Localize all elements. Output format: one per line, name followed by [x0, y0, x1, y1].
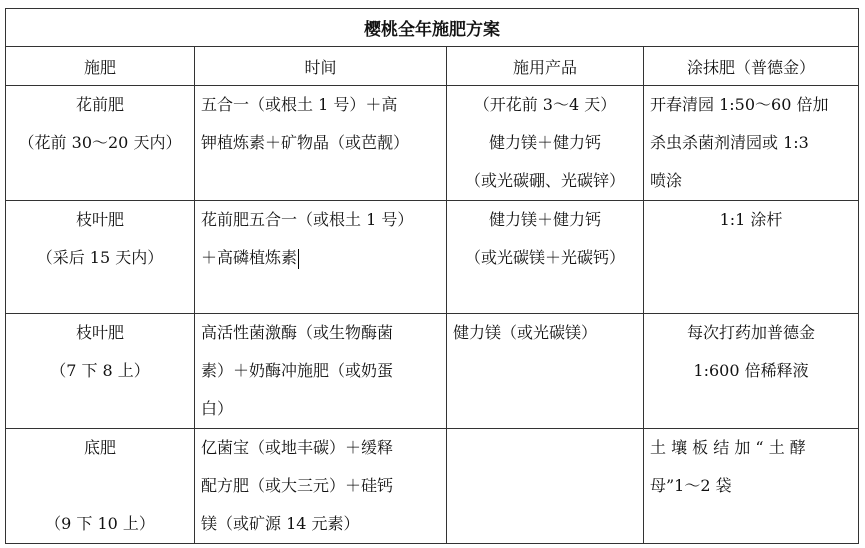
- stage-name: 枝叶肥: [75, 210, 124, 229]
- time-line-text: ＋高磷植炼素: [201, 248, 298, 267]
- cell-products-empty: [447, 429, 644, 544]
- smear-line: 喷涂: [650, 171, 683, 190]
- spacer: [6, 467, 194, 505]
- cell-stage: [6, 314, 195, 429]
- time-line: 钾植炼素＋矿物晶（或芭靓）: [201, 133, 410, 152]
- smear-line: 开春清园 1:50～60 倍加: [650, 95, 829, 114]
- cell-stage: [6, 429, 195, 544]
- table-row: [6, 314, 859, 429]
- cell-products: [447, 86, 644, 201]
- stage-name: 枝叶肥: [75, 323, 124, 342]
- cell-products: [447, 314, 644, 429]
- time-line: 素）＋奶酶冲施肥（或奶蛋: [201, 361, 394, 380]
- product-line: （开花前 3～4 天）: [473, 95, 617, 114]
- text-cursor: [298, 249, 299, 269]
- cell-stage: [6, 201, 195, 314]
- time-line-with-cursor[interactable]: [195, 239, 446, 277]
- table-row: [6, 86, 859, 201]
- cell-smear: [644, 314, 859, 429]
- cell-smear: [644, 429, 859, 544]
- time-line: 亿菌宝（或地丰碳）＋缓释: [201, 438, 394, 457]
- smear-line: 1:600 倍稀释液: [693, 361, 809, 380]
- header-time: 时间: [195, 47, 447, 86]
- time-line: 配方肥（或大三元）＋硅钙: [201, 476, 394, 495]
- stage-timing: （7 下 8 上）: [50, 361, 150, 380]
- smear-line: 土 壤 板 结 加 “ 土 酵: [650, 438, 806, 457]
- time-line: 高活性菌激酶（或生物酶菌: [201, 323, 394, 342]
- cell-time[interactable]: [195, 201, 447, 314]
- cell-smear: [644, 201, 859, 314]
- product-line: （或光碳镁＋光碳钙）: [464, 248, 625, 267]
- header-smear-fertilizer: 涂抹肥（普德金）: [644, 47, 859, 86]
- header-fertilizing: 施肥: [6, 47, 195, 86]
- header-products: 施用产品: [447, 47, 644, 86]
- time-line: 五合一（或根土 1 号）＋高: [201, 95, 398, 114]
- table-row: [6, 429, 859, 544]
- product-line: 健力镁＋健力钙: [488, 210, 601, 229]
- smear-line: 母”1～2 袋: [650, 476, 732, 495]
- time-line: 白）: [201, 399, 234, 418]
- cell-products: [447, 201, 644, 314]
- product-line: （或光碳硼、光碳锌）: [464, 171, 625, 190]
- fertilizer-plan-table: [5, 8, 859, 544]
- smear-line: 杀虫杀菌剂清园或 1:3: [650, 133, 809, 152]
- stage-timing: （花前 30～20 天内）: [18, 133, 182, 152]
- stage-timing: （采后 15 天内）: [36, 248, 164, 267]
- stage-timing: （9 下 10 上）: [45, 514, 155, 533]
- stage-name: 花前肥: [75, 95, 124, 114]
- smear-line: 每次打药加普德金: [686, 323, 815, 342]
- product-line: 健力镁＋健力钙: [488, 133, 601, 152]
- time-line: 花前肥五合一（或根土 1 号）: [201, 210, 414, 229]
- product-line: 健力镁（或光碳镁）: [453, 323, 598, 342]
- stage-name: 底肥: [83, 438, 116, 457]
- table-row: [6, 201, 859, 314]
- cell-smear: [644, 86, 859, 201]
- cell-stage: [6, 86, 195, 201]
- time-line: 镁（或矿源 14 元素）: [201, 514, 360, 533]
- table-title: 樱桃全年施肥方案: [6, 9, 859, 47]
- fertilizer-plan-document: [5, 8, 858, 539]
- smear-line: 1:1 涂杆: [719, 210, 783, 229]
- cell-time: [195, 314, 447, 429]
- cell-time: [195, 86, 447, 201]
- cell-time: [195, 429, 447, 544]
